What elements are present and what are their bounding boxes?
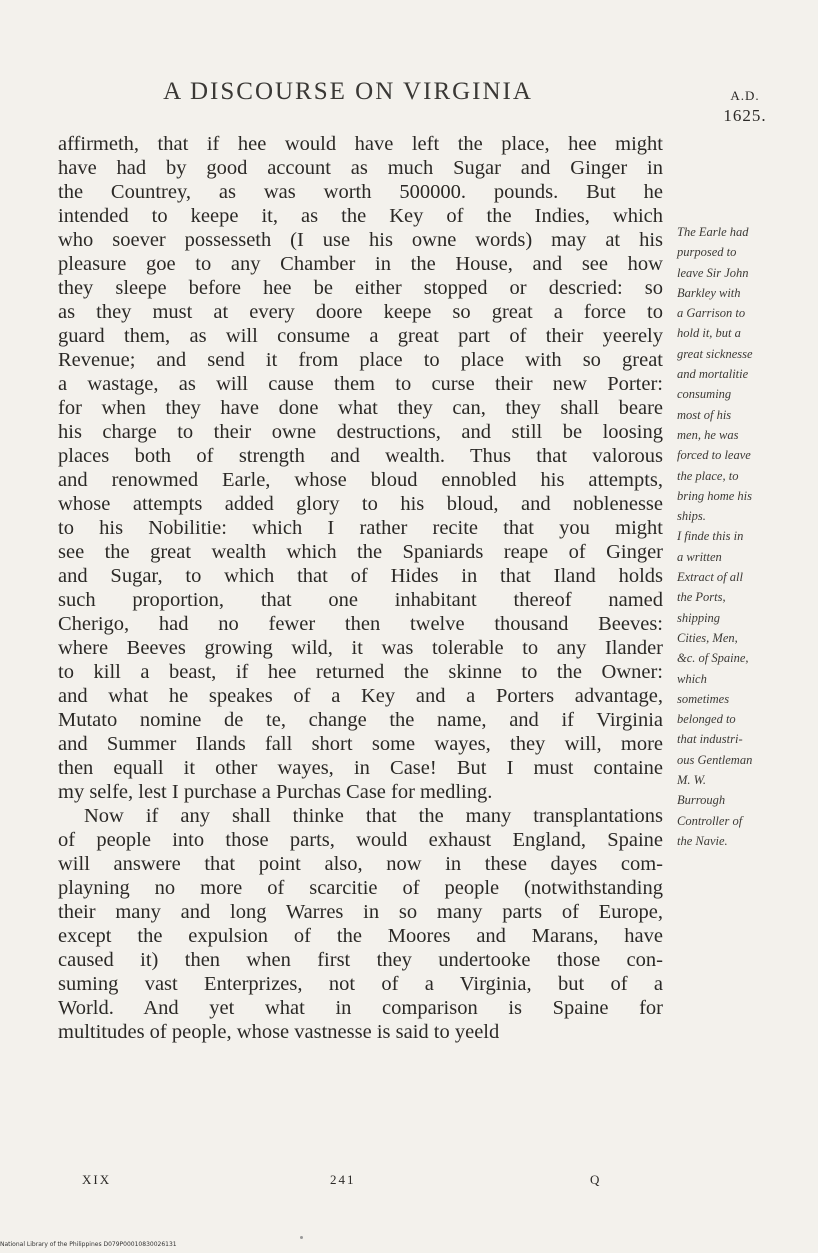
marginal-note-line: most of his (677, 407, 732, 422)
body-line: places both of strength and wealth. Thus that valorous (58, 445, 663, 467)
body-line: they sleepe before hee be either stopped or descried: so (58, 277, 663, 299)
marginal-note-line: sometimes (677, 691, 730, 706)
running-title: A DISCOURSE ON VIRGINIA (163, 78, 533, 105)
body-line: Now if any shall thinke that the many transplantations (84, 805, 663, 827)
marginal-note-line: forced to leave (677, 448, 751, 463)
page-number: 241 (330, 1172, 356, 1187)
marginal-note-line: which (677, 671, 707, 686)
body-line: Mutato nomine de te, change the name, and if Virginia (58, 709, 663, 731)
body-line: except the expulsion of the Moores and Marans, have (58, 925, 663, 947)
marginal-note-line: M. W. (677, 773, 707, 788)
body-line: where Beeves growing wild, it was tolerable to any Ilander (58, 637, 663, 659)
body-line: such proportion, that one inhabitant thereof named (58, 589, 663, 611)
marginal-note-line: a written (677, 549, 722, 564)
body-line: playning no more of scarcitie of people (notwithstanding (58, 877, 663, 899)
body-line: and Summer Ilands fall short some wayes, they will, more (58, 733, 663, 755)
marginal-note-line: &c. of Spaine, (677, 651, 749, 666)
library-stamp: National Library of the Philippines D079P00010830026131 (0, 1241, 177, 1248)
body-line: multitudes of people, whose vastnesse is said to yeeld (58, 1021, 500, 1043)
marginal-note-line: I finde this in (677, 529, 744, 544)
body-line: of people into those parts, would exhaust England, Spaine (58, 829, 663, 851)
marginal-note-line: great sicknesse (677, 346, 753, 361)
marginal-note-line: the place, to (677, 468, 739, 483)
body-line: have had by good account as much Sugar and Ginger in (58, 157, 663, 179)
marginal-note-line: The Earle had (677, 225, 749, 239)
date-year: 1625. (723, 106, 767, 125)
body-line: suming vast Enterprizes, not of a Virginia, but of a (58, 973, 663, 995)
marginal-note-line: Extract of all (677, 570, 743, 585)
marginal-note-line: Burrough (677, 793, 726, 808)
marginal-note-line: belonged to (677, 712, 736, 727)
marginal-note-line: that industri- (677, 732, 743, 747)
date-label: A.D. (730, 88, 760, 103)
body-line: whose attempts added glory to his bloud, and noblenesse (58, 493, 663, 515)
marginal-note-line: ous Gentleman (677, 752, 753, 767)
marginal-note-line: leave Sir John (677, 265, 749, 280)
body-line: their many and long Warres in so many parts of Europe, (58, 901, 663, 923)
body-line: intended to keepe it, as the Key of the Indies, which (58, 205, 663, 227)
body-line: will answere that point also, now in these dayes com- (58, 853, 663, 875)
date-margin (720, 86, 770, 126)
body-line: and Sugar, to which that of Hides in that Iland holds (58, 565, 663, 587)
body-line: then equall it other wayes, in Case! But I must containe (58, 757, 663, 779)
marginal-note-line: the Navie. (677, 833, 728, 848)
body-line: guard them, as will consume a great part of their yeerely (58, 325, 663, 347)
body-line: and what he speakes of a Key and a Porters advantage, (58, 685, 663, 707)
body-line: Revenue; and send it from place to place with so great (58, 349, 663, 371)
marginal-note-line: bring home his (677, 488, 752, 503)
marginal-note-line: Barkley with (677, 285, 741, 300)
marginal-note-line: the Ports, (677, 590, 726, 605)
body-line: pleasure goe to any Chamber in the House, and see how (58, 253, 663, 275)
body-line: the Countrey, as was worth 500000. pounds. But he (58, 181, 663, 203)
marginal-note-line: ships. (677, 509, 706, 524)
body-line: as they must at every doore keepe so great a force to (58, 301, 663, 323)
body-line: for when they have done what they can, they shall beare (58, 397, 663, 419)
marginal-note-line: a Garrison to (677, 306, 746, 321)
body-line: to his Nobilitie: which I rather recite that you might (58, 517, 663, 539)
marginal-note-line: purposed to (677, 245, 737, 260)
body-line: and renowmed Earle, whose bloud ennobled his attempts, (58, 469, 663, 491)
body-text (58, 132, 663, 1044)
marginal-note-line: men, he was (677, 427, 739, 442)
body-line: to kill a beast, if hee returned the skinne to the Owner: (58, 661, 663, 683)
body-line: World. And yet what in comparison is Spaine for (58, 997, 663, 1019)
body-line: who soever possesseth (I use his owne words) may at his (58, 229, 663, 251)
marginal-note-line: shipping (677, 610, 721, 625)
body-line: Cherigo, had no fewer then twelve thousand Beeves: (58, 613, 663, 635)
marginal-note (677, 222, 807, 851)
body-line: my selfe, lest I purchase a Purchas Case for medling. (58, 781, 493, 803)
body-line: a wastage, as will cause them to curse their new Porter: (58, 373, 663, 395)
body-line: affirmeth, that if hee would have left the place, hee might (58, 133, 663, 155)
marginal-note-line: Controller of (677, 813, 743, 828)
gathering-mark: Q (590, 1172, 602, 1187)
body-line: his charge to their owne destructions, and still be loosing (58, 421, 663, 443)
body-line: see the great wealth which the Spaniards reape of Ginger (58, 541, 663, 563)
body-line: caused it) then when first they undertooke those con- (58, 949, 663, 971)
paper-speck (300, 1236, 303, 1239)
marginal-note-line: and mortalitie (677, 367, 749, 382)
marginal-note-line: consuming (677, 387, 732, 402)
marginal-note-line: hold it, but a (677, 326, 741, 341)
page-footer (0, 1172, 818, 1192)
marginal-note-line: Cities, Men, (677, 630, 738, 645)
signature-mark: XIX (82, 1172, 112, 1187)
